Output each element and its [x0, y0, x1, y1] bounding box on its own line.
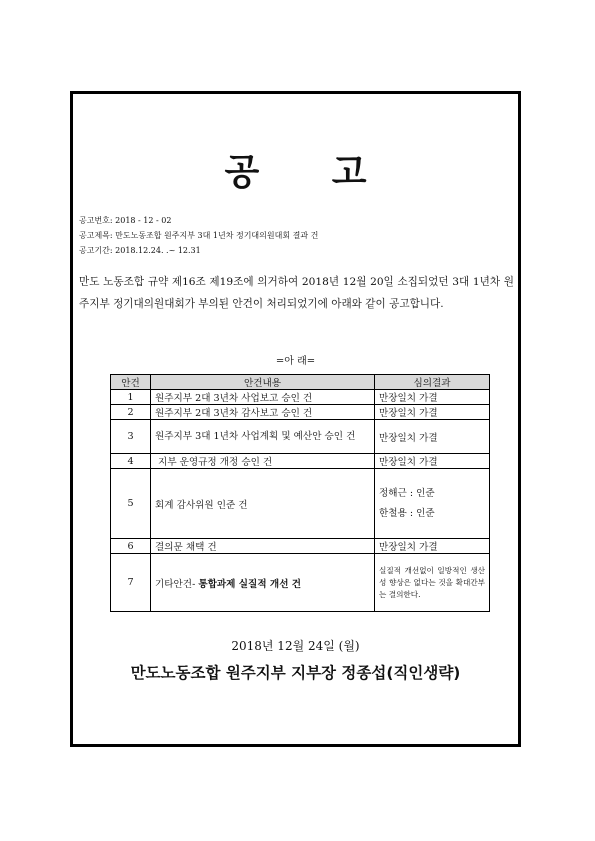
header-content: 안건내용: [151, 375, 375, 390]
agenda-table: [110, 374, 490, 612]
table-row: [111, 469, 490, 539]
row-content: 원주지부 3대 1년차 사업계획 및 예산안 승인 건: [151, 420, 375, 454]
header-result: 심의결과: [375, 375, 490, 390]
notice-date: 2018년 12월 24일 (월): [231, 639, 360, 653]
table-header-row: [111, 375, 490, 390]
header-no: 안건: [111, 375, 151, 390]
notice-period: 공고기간: 2018.12.24. .~ 12.31: [79, 246, 201, 255]
notice-meta: [79, 213, 318, 258]
row-no: 3: [111, 420, 151, 454]
row-content: [151, 554, 375, 612]
table-row: [111, 405, 490, 420]
row-no: 1: [111, 390, 151, 405]
table-row: [111, 390, 490, 405]
row-no: 2: [111, 405, 151, 420]
section-heading: =아 래=: [275, 356, 316, 367]
notice-body: 만도 노동조합 규약 제16조 제19조에 의거하여 2018년 12월 20일 소집되었던 3대 1년차 원주지부 정기대의원대회가 부의된 안건이 처리되었기에 아래와 같이 공고합니다.: [79, 276, 514, 310]
notice-frame: [70, 91, 521, 747]
row-no: 4: [111, 454, 151, 469]
row-content-bold: 통합과제 실질적 개선 건: [198, 578, 302, 590]
row-result: 만장일치 가결: [375, 454, 490, 469]
row-no: 5: [111, 469, 151, 539]
row-content: 원주지부 2대 3년차 사업보고 승인 건: [151, 390, 375, 405]
row-no: 7: [111, 554, 151, 612]
row-content-prefix: 기타안건-: [155, 578, 199, 590]
row-result: [375, 469, 490, 539]
row-content: 원주지부 2대 3년차 감사보고 승인 건: [151, 405, 375, 420]
result-line: 정해근 : 인준: [379, 487, 435, 499]
row-no: 6: [111, 539, 151, 554]
row-result: 실질적 개선없이 일방적인 생산성 향상은 없다는 것을 확대간부는 결의한다.: [375, 554, 490, 612]
table-row: [111, 539, 490, 554]
row-content: 결의문 채택 건: [151, 539, 375, 554]
row-content: 지부 운영규정 개정 승인 건: [151, 454, 375, 469]
row-result: 만장일치 가결: [375, 390, 490, 405]
row-result: 만장일치 가결: [375, 539, 490, 554]
row-result: 만장일치 가결: [375, 405, 490, 420]
table-row: [111, 454, 490, 469]
notice-subject: 공고제목: 만도노동조합 원주지부 3대 1년차 정기대의원대회 결과 건: [79, 231, 319, 240]
result-line: 한철용 : 인준: [379, 507, 435, 519]
row-result: 만장일치 가결: [375, 420, 490, 454]
table-row: [111, 420, 490, 454]
notice-title: 공 고: [224, 152, 397, 193]
notice-number: 공고번호: 2018 - 12 - 02: [79, 216, 172, 225]
row-content: 회계 감사위원 인준 건: [151, 469, 375, 539]
table-row: [111, 554, 490, 612]
signature: 만도노동조합 원주지부 지부장 정종섭(직인생략): [130, 664, 461, 682]
